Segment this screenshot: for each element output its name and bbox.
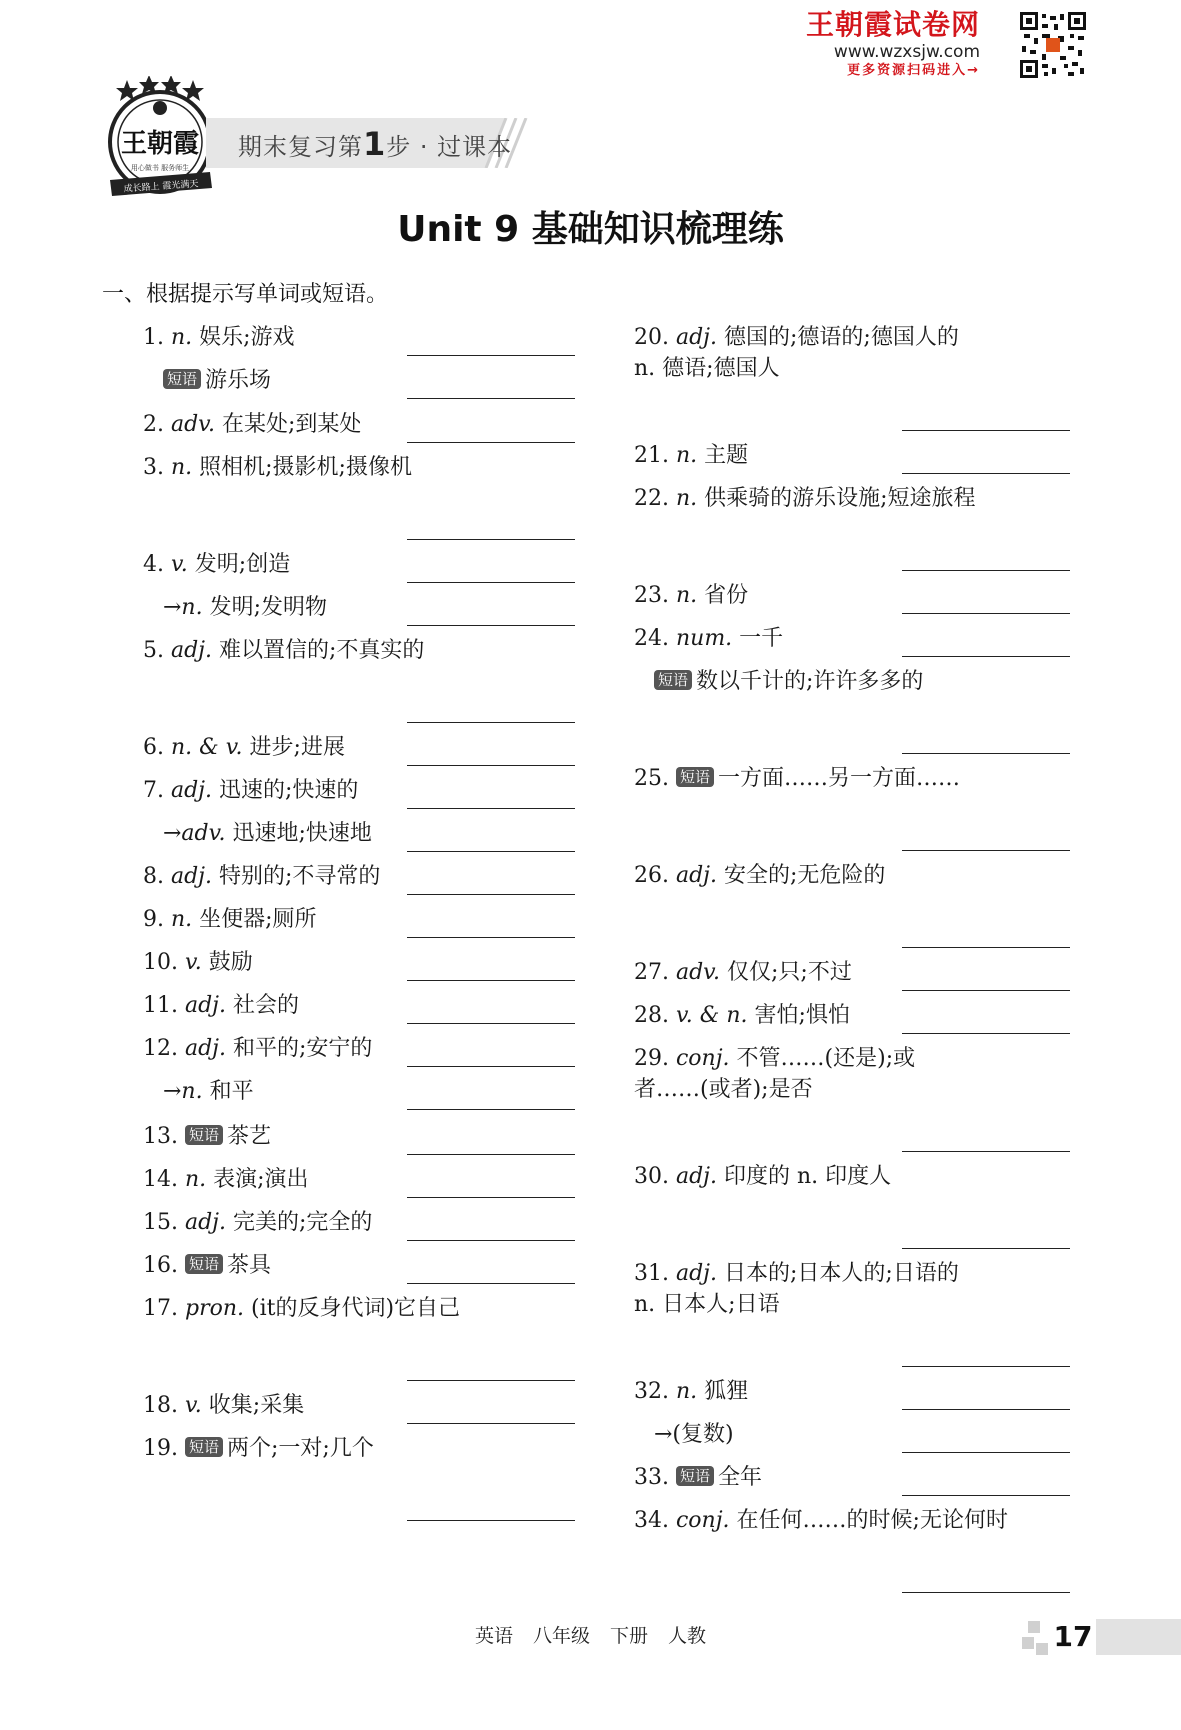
exercise-item — [634, 1419, 1070, 1450]
exercise-prompt — [143, 1076, 575, 1107]
answer-blank[interactable] — [902, 1151, 1070, 1152]
answer-blank[interactable] — [407, 1380, 575, 1381]
part-of-speech: →n. — [163, 595, 210, 620]
exercise-prompt — [634, 1462, 1070, 1493]
exercise-prompt — [143, 1250, 575, 1281]
part-of-speech: adj. — [170, 638, 219, 663]
answer-blank[interactable] — [407, 1023, 575, 1024]
exercise-item — [634, 1258, 1070, 1364]
part-of-speech: adj. — [675, 325, 724, 350]
exercise-item — [143, 775, 575, 806]
answer-blank[interactable] — [902, 430, 1070, 431]
part-of-speech: n. — [170, 325, 200, 350]
item-number: 2. — [143, 412, 171, 437]
answer-blank[interactable] — [407, 625, 575, 626]
part-of-speech: →adv. — [163, 821, 233, 846]
exercise-prompt — [143, 1033, 575, 1064]
brand-block — [806, 8, 980, 80]
item-number: 3. — [143, 455, 171, 480]
brand-name: 王朝霞试卷网 — [805, 8, 980, 41]
definition-text: 收集;采集 — [208, 1393, 305, 1418]
item-number: 32. — [634, 1379, 676, 1404]
item-number: 21. — [634, 443, 676, 468]
exercise-prompt — [143, 452, 575, 483]
part-of-speech: num. — [675, 626, 740, 651]
exercise-item — [143, 990, 575, 1021]
definition-text: 鼓励 — [208, 950, 253, 975]
answer-blank[interactable] — [407, 1423, 575, 1424]
phrase-tag: 短语 — [676, 1466, 714, 1486]
exercise-item — [634, 440, 1070, 471]
exercise-item — [143, 732, 575, 763]
item-number: 17. — [143, 1296, 185, 1321]
exercise-prompt — [143, 990, 575, 1021]
answer-blank[interactable] — [407, 808, 575, 809]
item-number: 6. — [143, 735, 171, 760]
part-of-speech: n. — [675, 583, 705, 608]
section-heading: 一、根据提示写单词或短语。 — [102, 282, 389, 307]
exercise-prompt — [634, 623, 1070, 654]
part-of-speech: n. & v. — [170, 735, 250, 760]
exercise-prompt — [143, 1207, 575, 1238]
banner-suffix: 步 · 过课本 — [386, 133, 513, 161]
exercise-prompt — [634, 666, 1070, 697]
item-number: 7. — [143, 778, 171, 803]
exercise-prompt — [143, 861, 575, 892]
exercise-item — [634, 483, 1070, 568]
definition-text: 茶具 — [227, 1253, 272, 1278]
exercise-item — [634, 957, 1070, 988]
answer-blank[interactable] — [407, 1154, 575, 1155]
exercise-item — [143, 1250, 575, 1281]
part-of-speech: v. — [184, 1393, 209, 1418]
answer-blank[interactable] — [902, 1495, 1070, 1496]
definition-text: 完美的;完全的 — [233, 1210, 373, 1235]
definition-text: 进步;进展 — [249, 735, 345, 760]
exercise-prompt — [143, 549, 575, 580]
exercise-item — [634, 580, 1070, 611]
answer-blank[interactable] — [407, 1520, 575, 1521]
exercise-prompt — [143, 322, 575, 353]
item-number: 24. — [634, 626, 676, 651]
exercise-item — [634, 1161, 1070, 1246]
exercise-item — [634, 1000, 1070, 1031]
brand-url[interactable]: www.wzxsjw.com — [833, 42, 980, 62]
wangzhaoxia-logo — [104, 76, 216, 204]
exercise-prompt — [143, 1121, 575, 1152]
item-number: 22. — [634, 486, 676, 511]
definition-text: 数以千计的;许许多多的 — [696, 669, 924, 694]
answer-blank[interactable] — [407, 980, 575, 981]
exercise-item — [143, 1033, 575, 1064]
exercise-item — [634, 322, 1070, 428]
part-of-speech: adj. — [170, 864, 219, 889]
definition-text: 和平的;安宁的 — [233, 1036, 373, 1061]
exercise-prompt — [634, 440, 1070, 471]
decor-square — [1028, 1621, 1040, 1633]
definition-text: 在某处;到某处 — [222, 412, 362, 437]
exercise-item — [143, 1121, 575, 1152]
phrase-tag: 短语 — [676, 767, 714, 787]
brand-hint: 更多资源扫码进入→ — [847, 63, 980, 78]
part-of-speech: v. — [184, 950, 209, 975]
item-number: 23. — [634, 583, 676, 608]
definition-text: 印度的 n. 印度人 — [724, 1164, 892, 1189]
exercise-prompt — [143, 592, 575, 623]
item-number: 1. — [143, 325, 171, 350]
part-of-speech: pron. — [184, 1296, 251, 1321]
phrase-tag: 短语 — [185, 1125, 223, 1145]
definition-text: 和平 — [209, 1079, 254, 1104]
exercise-item — [634, 666, 1070, 751]
right-column — [634, 322, 1070, 1602]
exercise-prompt — [634, 1043, 965, 1105]
exercise-prompt — [143, 365, 575, 396]
exercise-item — [143, 1207, 575, 1238]
exercise-prompt — [634, 322, 965, 384]
phrase-tag: 短语 — [185, 1437, 223, 1457]
item-number: 8. — [143, 864, 171, 889]
banner-prefix: 期末复习第 — [238, 133, 363, 161]
exercise-prompt — [634, 860, 1070, 891]
page-number: 17 — [1053, 1620, 1093, 1653]
exercise-item — [143, 1293, 575, 1378]
item-number: 16. — [143, 1253, 185, 1278]
answer-blank[interactable] — [407, 1197, 575, 1198]
part-of-speech: n. — [170, 907, 200, 932]
part-of-speech: v. — [170, 552, 195, 577]
exercise-item — [143, 452, 575, 537]
answer-blank[interactable] — [902, 947, 1070, 948]
definition-text: 一方面……另一方面…… — [718, 766, 961, 791]
exercise-prompt — [143, 947, 575, 978]
decor-square — [1022, 1637, 1034, 1649]
exercise-item — [143, 409, 575, 440]
part-of-speech: adv. — [675, 960, 727, 985]
logo-slogan: 成长路上 霞光满天 — [123, 179, 199, 195]
item-number: 19. — [143, 1436, 185, 1461]
exercise-prompt — [634, 1419, 1070, 1450]
exercise-item — [143, 1433, 575, 1518]
exercise-prompt — [143, 818, 575, 849]
exercise-prompt — [634, 580, 1070, 611]
definition-text: 供乘骑的游乐设施;短途旅程 — [704, 486, 976, 511]
item-number: 10. — [143, 950, 185, 975]
definition-text: 坐便器;厕所 — [199, 907, 317, 932]
exercise-item — [143, 947, 575, 978]
exercise-prompt — [634, 1161, 1070, 1192]
answer-blank[interactable] — [407, 1066, 575, 1067]
exercise-prompt — [143, 635, 575, 666]
answer-blank[interactable] — [902, 1409, 1070, 1410]
exercise-prompt — [143, 1164, 575, 1195]
answer-blank[interactable] — [902, 570, 1070, 571]
item-number: 9. — [143, 907, 171, 932]
item-number: 18. — [143, 1393, 185, 1418]
answer-blank[interactable] — [902, 990, 1070, 991]
item-number: 33. — [634, 1465, 676, 1490]
exercise-item — [143, 818, 575, 849]
item-number: 26. — [634, 863, 676, 888]
part-of-speech: n. — [675, 443, 705, 468]
part-of-speech: n. — [170, 455, 200, 480]
item-number: 15. — [143, 1210, 185, 1235]
definition-text: 娱乐;游戏 — [199, 325, 295, 350]
answer-blank[interactable] — [902, 1592, 1070, 1593]
answer-blank[interactable] — [407, 851, 575, 852]
item-number: 12. — [143, 1036, 185, 1061]
banner-title — [238, 126, 512, 162]
exercise-item — [143, 1076, 575, 1107]
definition-text: 游乐场 — [205, 368, 272, 393]
definition-text: 迅速的;快速的 — [219, 778, 359, 803]
phrase-tag: 短语 — [654, 670, 692, 690]
definition-text: →(复数) — [654, 1422, 734, 1447]
exercise-item — [634, 1505, 1070, 1590]
answer-blank[interactable] — [407, 582, 575, 583]
part-of-speech: adj. — [184, 1036, 233, 1061]
exercise-prompt — [634, 483, 1070, 514]
exercise-item — [143, 592, 575, 623]
item-number: 14. — [143, 1167, 185, 1192]
definition-text: 发明;创造 — [194, 552, 291, 577]
answer-blank[interactable] — [407, 539, 575, 540]
answer-blank[interactable] — [407, 894, 575, 895]
part-of-speech: adj. — [675, 863, 724, 888]
exercise-item — [634, 1462, 1070, 1493]
answer-blank[interactable] — [902, 656, 1070, 657]
exercise-prompt — [143, 1390, 575, 1421]
definition-text: 在任何……的时候;无论何时 — [736, 1508, 1008, 1533]
answer-blank[interactable] — [902, 473, 1070, 474]
definition-text: 一千 — [739, 626, 784, 651]
definition-text: 主题 — [704, 443, 749, 468]
exercise-prompt — [143, 1433, 575, 1464]
definition-text: 茶艺 — [227, 1124, 272, 1149]
qr-code-icon[interactable] — [1020, 12, 1086, 78]
answer-blank[interactable] — [407, 442, 575, 443]
answer-blank[interactable] — [407, 398, 575, 399]
part-of-speech: adj. — [675, 1164, 724, 1189]
exercise-prompt — [143, 1293, 575, 1324]
left-column — [143, 322, 575, 1530]
exercise-item — [143, 904, 575, 935]
exercise-item — [143, 549, 575, 580]
definition-text: 迅速地;快速地 — [232, 821, 372, 846]
definition-text: 害怕;惧怕 — [754, 1003, 850, 1028]
exercise-item — [634, 1043, 1070, 1149]
definition-text: 发明;发明物 — [209, 595, 328, 620]
answer-blank[interactable] — [902, 850, 1070, 851]
decor-square — [1036, 1643, 1048, 1655]
part-of-speech: conj. — [675, 1508, 737, 1533]
answer-blank[interactable] — [407, 355, 575, 356]
definition-text: 不管……(还是);或者……(或者);是否 — [634, 1046, 916, 1102]
answer-blank[interactable] — [407, 1109, 575, 1110]
item-number: 30. — [634, 1164, 676, 1189]
item-number: 34. — [634, 1508, 676, 1533]
exercise-item — [634, 860, 1070, 945]
exercise-item — [143, 861, 575, 892]
item-number: 28. — [634, 1003, 676, 1028]
item-number: 31. — [634, 1261, 676, 1286]
page-number-bar — [1096, 1619, 1181, 1655]
part-of-speech: n. — [675, 486, 705, 511]
footer-info: 英语 八年级 下册 人教 — [474, 1625, 707, 1647]
exercise-item — [143, 1164, 575, 1195]
item-number: 11. — [143, 993, 185, 1018]
banner-step: 1 — [363, 125, 387, 163]
part-of-speech: adv. — [170, 412, 222, 437]
part-of-speech: v. & n. — [675, 1003, 755, 1028]
item-number: 13. — [143, 1124, 185, 1149]
definition-text: 安全的;无危险的 — [724, 863, 886, 888]
exercise-item — [143, 365, 575, 396]
answer-blank[interactable] — [407, 765, 575, 766]
exercise-item — [143, 322, 575, 353]
answer-blank[interactable] — [902, 613, 1070, 614]
definition-text: 省份 — [704, 583, 749, 608]
part-of-speech: adj. — [184, 993, 233, 1018]
exercise-prompt — [634, 957, 1070, 988]
page-number-box — [1022, 1617, 1181, 1657]
exercise-prompt — [143, 409, 575, 440]
exercise-prompt — [143, 775, 575, 806]
definition-text: 两个;一对;几个 — [227, 1436, 374, 1461]
exercise-prompt — [634, 1505, 1070, 1536]
item-number: 25. — [634, 766, 676, 791]
definition-text: 照相机;摄影机;摄像机 — [199, 455, 412, 480]
phrase-tag: 短语 — [163, 369, 201, 389]
exercise-prompt — [143, 904, 575, 935]
answer-blank[interactable] — [407, 937, 575, 938]
part-of-speech: n. — [184, 1167, 214, 1192]
exercise-item — [634, 1376, 1070, 1407]
exercise-item — [634, 623, 1070, 654]
part-of-speech: conj. — [675, 1046, 737, 1071]
answer-blank[interactable] — [902, 1366, 1070, 1367]
definition-text: 全年 — [718, 1465, 763, 1490]
item-number: 5. — [143, 638, 171, 663]
exercise-item — [634, 763, 1070, 848]
definition-text: 日本的;日本人的;日语的 n. 日本人;日语 — [634, 1261, 959, 1317]
definition-text: 特别的;不寻常的 — [219, 864, 381, 889]
logo-name: 王朝霞 — [120, 129, 200, 159]
answer-blank[interactable] — [407, 722, 575, 723]
definition-text: 难以置信的;不真实的 — [219, 638, 425, 663]
part-of-speech: adj. — [675, 1261, 724, 1286]
exercise-item — [143, 635, 575, 720]
definition-text: (it的反身代词)它自己 — [250, 1296, 461, 1321]
item-number: 27. — [634, 960, 676, 985]
definition-text: 德国的;德语的;德国人的 n. 德语;德国人 — [634, 325, 959, 381]
exercise-item — [143, 1390, 575, 1421]
answer-blank[interactable] — [407, 1283, 575, 1284]
exercise-prompt — [634, 1376, 1070, 1407]
part-of-speech: →n. — [163, 1079, 210, 1104]
answer-blank[interactable] — [902, 1248, 1070, 1249]
definition-text: 表演;演出 — [213, 1167, 309, 1192]
exercise-prompt — [634, 763, 1070, 794]
part-of-speech: adj. — [184, 1210, 233, 1235]
answer-blank[interactable] — [407, 1240, 575, 1241]
answer-blank[interactable] — [902, 1452, 1070, 1453]
exercise-prompt — [143, 732, 575, 763]
part-of-speech: n. — [675, 1379, 705, 1404]
item-number: 20. — [634, 325, 676, 350]
definition-text: 社会的 — [233, 993, 300, 1018]
answer-blank[interactable] — [902, 753, 1070, 754]
exercise-prompt — [634, 1258, 965, 1320]
answer-blank[interactable] — [902, 1033, 1070, 1034]
svg-text:用心做书 服务师生: 用心做书 服务师生 — [130, 164, 190, 172]
item-number: 29. — [634, 1046, 676, 1071]
phrase-tag: 短语 — [185, 1254, 223, 1274]
part-of-speech: adj. — [170, 778, 219, 803]
page-title: Unit 9 基础知识梳理练 — [397, 209, 784, 250]
exercise-prompt — [634, 1000, 1070, 1031]
definition-text: 仅仅;只;不过 — [727, 960, 852, 985]
item-number: 4. — [143, 552, 171, 577]
definition-text: 狐狸 — [704, 1379, 749, 1404]
